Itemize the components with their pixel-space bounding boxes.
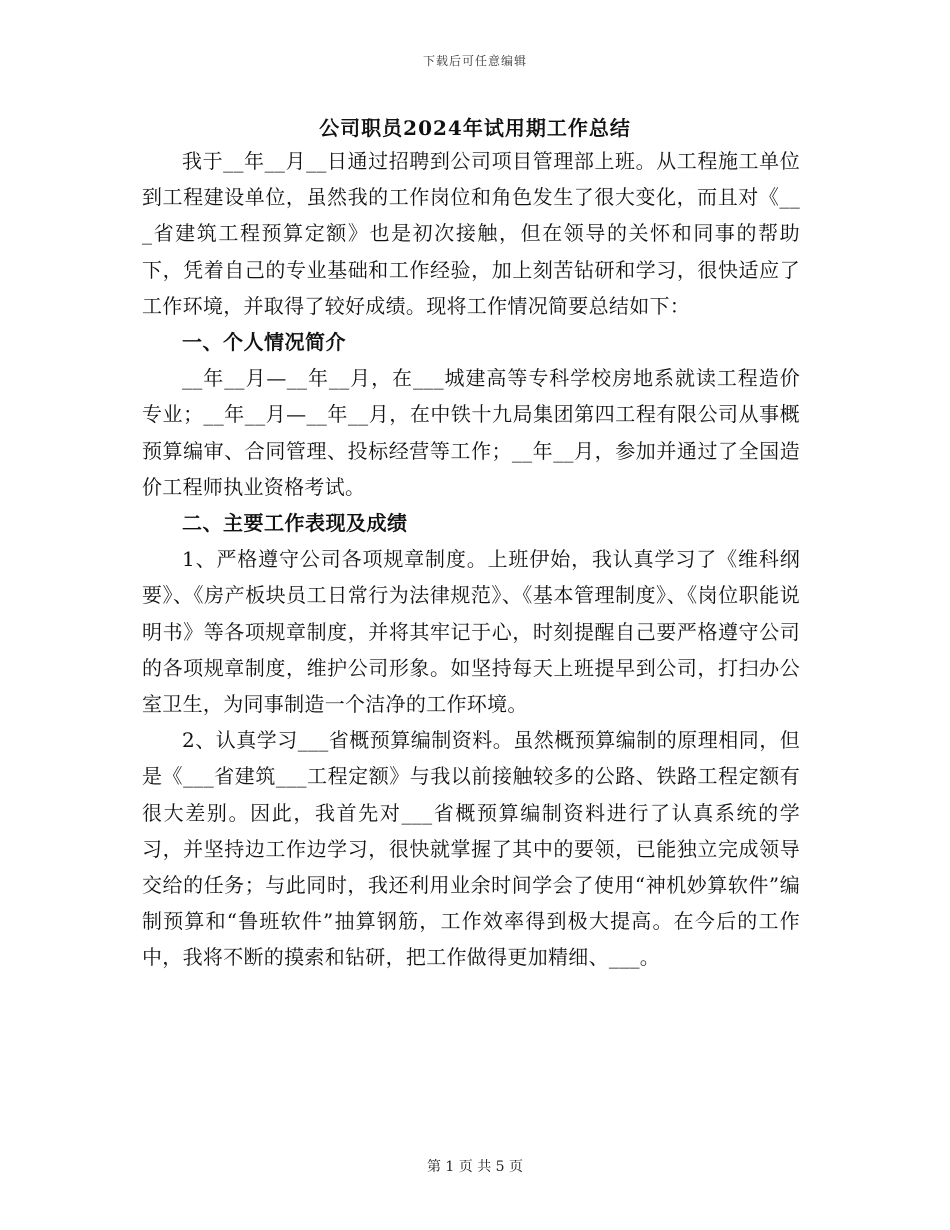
work-item-2-paragraph: 2、认真学习___省概预算编制资料。虽然概预算编制的原理相同，但是《___省建筑___工程定额》与我以前接触较多的公路、铁路工程定额有很大差别。因此，我首先对___省概预算编制资料进行了认真系统的学习，并坚持边工作边学习，很快就掌握了其中的要领，已能独立完成领导交给的任务；与此同时，我还利用业余时间学会了使用“神机妙算软件”编制预算和“鲁班软件”抽算钢筋，工作效率得到极大提高。在今后的工作中，我将不断的摸索和钻研，把工作做得更加精细、___。 [142, 728, 800, 970]
personal-info-paragraph: __年__月—__年__月，在___城建高等专科学校房地系就读工程造价专业；__年__月—__年__月，在中铁十九局集团第四工程有限公司从事概预算编审、合同管理、投标经营等工作；__年__月，参加并通过了全国造价工程师执业资格考试。 [142, 366, 800, 499]
work-item-1-paragraph: 1、严格遵守公司各项规章制度。上班伊始，我认真学习了《维科纲要》、《房产板块员工日常行为法律规范》、《基本管理制度》、《岗位职能说明书》等各项规章制度，并将其牢记于心，时刻提醒自己要严格遵守公司的各项规章制度，维护公司形象。如坚持每天上班提早到公司，打扫办公室卫生，为同事制造一个洁净的工作环境。 [142, 547, 800, 717]
document-body [142, 143, 800, 976]
section-heading-personal-info: 一、个人情况简介 [182, 330, 346, 355]
page-header: 下载后可任意编辑 [422, 54, 527, 68]
document-title: 公司职员2024年试用期工作总结 [319, 116, 631, 140]
intro-paragraph: 我于__年__月__日通过招聘到公司项目管理部上班。从工程施工单位到工程建设单位，虽然我的工作岗位和角色发生了很大变化，而且对《___省建筑工程预算定额》也是初次接触，但在领导的关怀和同事的帮助下，凭着自己的专业基础和工作经验，加上刻苦钻研和学习，很快适应了工作环境，并取得了较好成绩。现将工作情况简要总结如下： [142, 149, 800, 318]
page-number-footer: 第 1 页 共 5 页 [426, 1159, 524, 1175]
section-heading-work-performance: 二、主要工作表现及成绩 [182, 511, 408, 536]
